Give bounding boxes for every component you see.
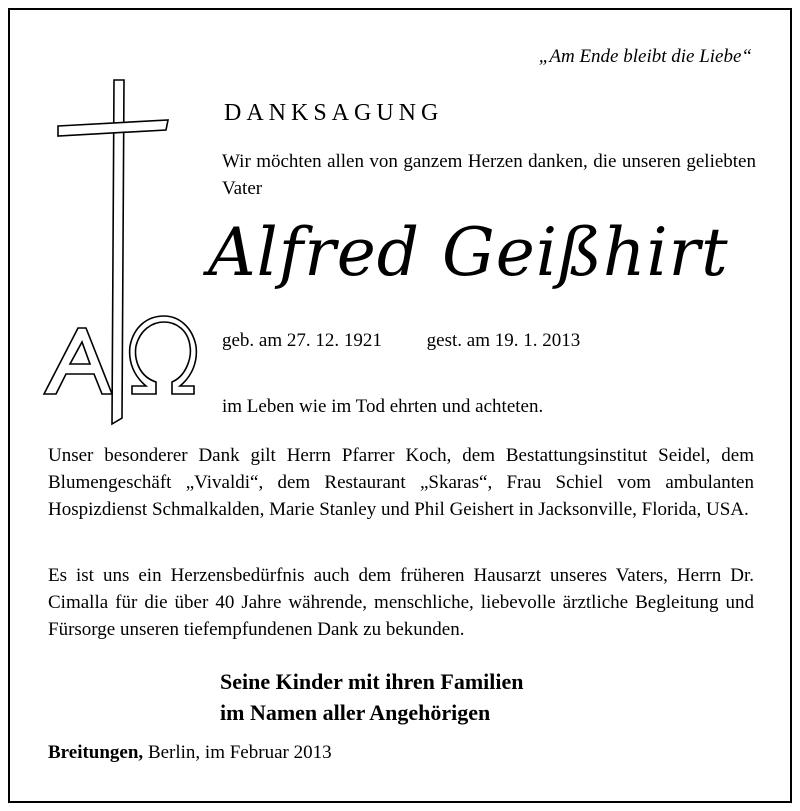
place-rest: Berlin, im Februar 2013: [143, 742, 332, 763]
death-date: gest. am 19. 1. 2013: [426, 330, 581, 351]
cross-alpha-omega-icon: [38, 76, 198, 436]
life-dates: [222, 330, 580, 352]
birth-date: geb. am 27. 12. 1921: [222, 330, 382, 351]
thanks-paragraph-2: Es ist uns ein Herzensbedürfnis auch dem früheren Hausarzt unseres Vaters, Herrn Dr. Cimalla für die über 40 Jahre währende, menschliche, liebevolle ärztliche Begleitung und Fürsorge unseren tiefempfundenen Dank zu bekunden.: [48, 565, 754, 640]
heading-danksagung: DANKSAGUNG: [224, 100, 444, 126]
thanks-paragraph-1: Unser besonderer Dank gilt Herrn Pfarrer Koch, dem Bestattungsinstitut Seidel, dem Blumengeschäft „Vivaldi“, dem Restaurant „Skaras“, Frau Schiel vom ambulanten Hospizdienst Schmalkalden, Marie Stanley und Phil Geishert in Jacksonville, Florida, USA.: [48, 445, 754, 520]
tribute-line: im Leben wie im Tod ehrten und achteten.: [222, 396, 544, 417]
signature-line-1: Seine Kinder mit ihren Familien: [220, 669, 524, 694]
place-date-line: [48, 742, 332, 764]
intro-text: Wir möchten allen von ganzem Herzen danken, die unseren geliebten Vater: [222, 151, 756, 199]
signature-block: [220, 666, 524, 728]
signature-line-2: im Namen aller Angehörigen: [220, 700, 491, 725]
deceased-name: Alfred Geißhirt: [208, 214, 729, 291]
motto-quote: „Am Ende bleibt die Liebe“: [538, 46, 752, 67]
place-bold: Breitungen,: [48, 742, 144, 763]
